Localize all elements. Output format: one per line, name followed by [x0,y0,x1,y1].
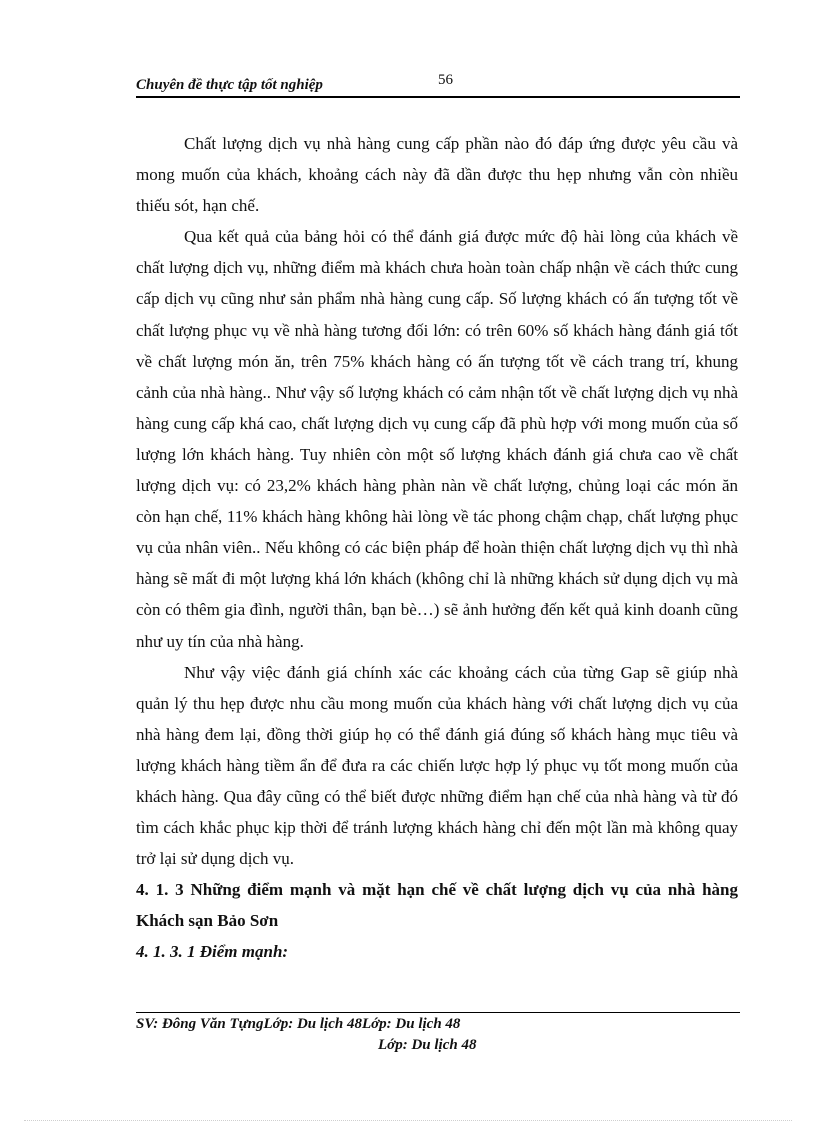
footer-student-info: SV: Đông Văn TựngLớp: Du lịch 48Lớp: Du lịch 48 [136,1016,461,1032]
header-title: Chuyên đề thực tập tốt nghiệp [136,77,323,93]
subsection-heading: 4. 1. 3. 1 Điểm mạnh: [136,942,289,962]
page-number: 56 [438,72,453,88]
paragraph-2: Qua kết quả của bảng hỏi có thể đánh giá được mức độ hài lòng của khách về chất lượng dịch vụ, những điểm mà khách chưa hoàn toàn chấp nhận về cách thức cung cấp dịch vụ cũng như sản phẩm nhà hàng cung cấp. Số lượng khách có ấn tượng tốt về chất lượng phục vụ về nhà hàng tương đối lớn: có trên 60% số khách hàng đánh giá tốt về chất lượng món ăn, trên 75% khách hàng có ấn tượng tốt về cách trang trí, khung cảnh của nhà hàng.. Như vậy số lượng khách có cảm nhận tốt về chất lượng dịch vụ nhà hàng cung cấp khá cao, chất lượng dịch vụ cung cấp đã phù hợp với mong muốn của số lượng lớn khách hàng. Tuy nhiên còn một số lượng khách đánh giá chưa cao về chất lượng dịch vụ: có 23,2% khách hàng phàn nàn về chất lượng, chủng loại các món ăn còn hạn chế, 11% khách hàng không hài lòng về tác phong chậm chạp, chất lượng phục vụ của nhân viên.. Nếu không có các biện pháp để hoàn thiện chất lượng dịch vụ thì nhà hàng sẽ mất đi một lượng khá lớn khách (không chỉ là những khách sử dụng dịch vụ mà còn có thêm gia đình, người thân, bạn bè…) sẽ ảnh hưởng đến kết quả kinh doanh cũng như uy tín của nhà hàng. [136,227,738,651]
page-header [136,70,740,98]
footer-class-info: Lớp: Du lịch 48 [378,1037,477,1053]
section-heading: 4. 1. 3 Những điểm mạnh và mặt hạn chế về chất lượng dịch vụ của nhà hàng Khách sạn Bảo Sơn [136,880,738,931]
footer-rule [136,1012,740,1013]
page-bottom-divider [24,1120,792,1121]
paragraph-1: Chất lượng dịch vụ nhà hàng cung cấp phần nào đó đáp ứng được yêu cầu và mong muốn của khách, khoảng cách này đã dần được thu hẹp nhưng vẫn còn nhiều thiếu sót, hạn chế. [136,134,738,216]
paragraph-3: Như vậy việc đánh giá chính xác các khoảng cách của từng Gap sẽ giúp nhà quản lý thu hẹp được nhu cầu mong muốn của khách hàng với chất lượng dịch vụ của nhà hàng đem lại, đồng thời giúp họ có thể đánh giá đúng số khách hàng mục tiêu và lượng khách hàng tiềm ẩn để đưa ra các chiến lược hợp lý phục vụ tốt mong muốn của khách hàng. Qua đây cũng có thể biết được những điểm hạn chế của nhà hàng và từ đó tìm cách khắc phục kịp thời để tránh lượng khách hàng chỉ đến một lần mà không quay trở lại sử dụng dịch vụ. [136,662,738,869]
document-body [136,128,738,968]
